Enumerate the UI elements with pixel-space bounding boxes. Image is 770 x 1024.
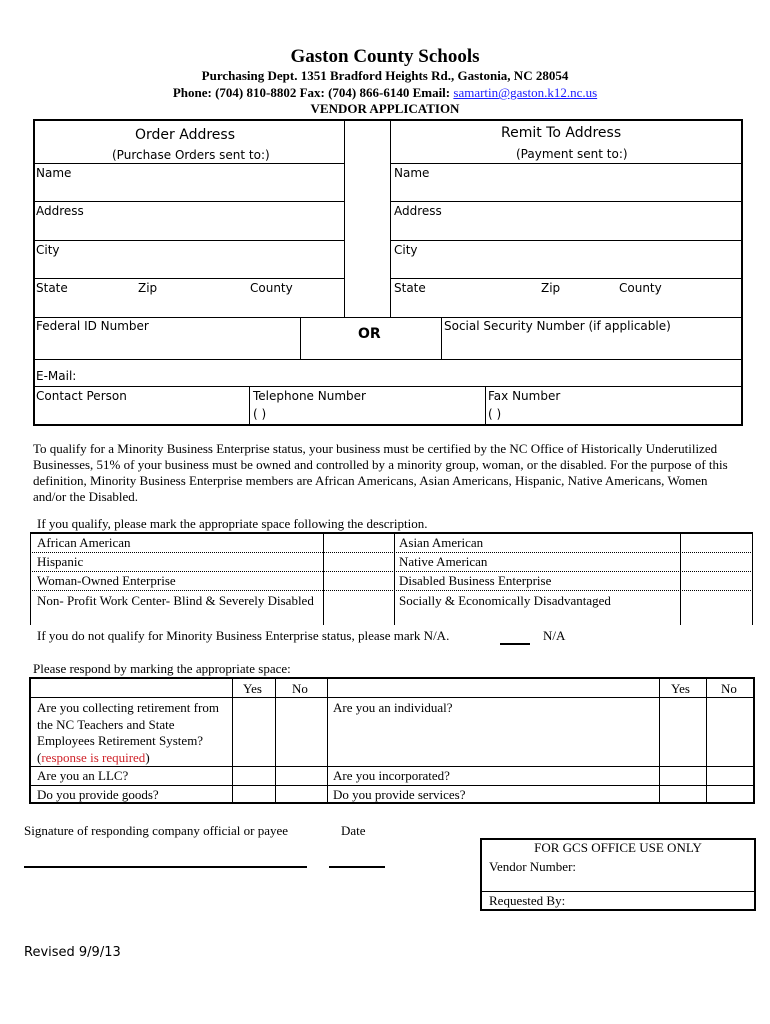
email-link[interactable]: samartin@gaston.k12.nc.us: [453, 85, 598, 100]
remit-city-field[interactable]: City: [394, 243, 418, 257]
contact-line: [0, 85, 770, 101]
individual-yes-cell[interactable]: [661, 699, 705, 765]
order-city-field[interactable]: City: [36, 243, 60, 257]
address-outer-border: [33, 119, 743, 426]
order-state-field[interactable]: State: [36, 281, 68, 295]
retirement-yes-cell[interactable]: [234, 699, 274, 765]
contact-prefix: Phone: (704) 810-8802 Fax: (704) 866-6140 Email:: [172, 85, 454, 100]
mbe-option-hispanic: Hispanic: [37, 554, 84, 569]
ssn-field[interactable]: Social Security Number (if applicable): [444, 319, 671, 333]
yes-header-right: Yes: [671, 681, 690, 696]
goods-no-cell[interactable]: [277, 786, 326, 803]
or-label: OR: [358, 326, 381, 342]
question-incorporated: Are you incorporated?: [333, 768, 450, 783]
remit-county-field[interactable]: County: [619, 281, 662, 295]
incorporated-no-cell[interactable]: [708, 767, 753, 784]
contact-person-field[interactable]: Contact Person: [36, 389, 127, 403]
page-title: Gaston County Schools: [290, 46, 480, 67]
mbe-mark-hispanic[interactable]: [325, 554, 393, 570]
na-mark-line[interactable]: [500, 643, 530, 645]
order-address-field[interactable]: Address: [36, 204, 84, 218]
question-retirement: Are you collecting retirement from the NC Teachers and State Employees Retirement System?(response is required): [37, 700, 219, 765]
mbe-mark-native-american[interactable]: [682, 554, 752, 570]
retirement-no-cell[interactable]: [277, 699, 326, 765]
services-no-cell[interactable]: [708, 786, 753, 803]
mbe-option-disabled-business: Disabled Business Enterprise: [399, 573, 552, 588]
mbe-instruction: If you qualify, please mark the appropriate space following the description.: [37, 516, 428, 531]
office-use-title: FOR GCS OFFICE USE ONLY: [534, 840, 702, 855]
mbe-mark-nonprofit[interactable]: [325, 592, 393, 624]
mbe-option-nonprofit: Non- Profit Work Center- Blind & Severely Disabled: [37, 593, 314, 608]
order-address-subtitle: (Purchase Orders sent to:): [112, 148, 270, 162]
telephone-format: ( ): [253, 407, 267, 421]
requested-by-field[interactable]: Requested By:: [489, 893, 566, 908]
revised-date: Revised 9/9/13: [24, 945, 121, 960]
address-line: Purchasing Dept. 1351 Bradford Heights Rd., Gastonia, NC 28054: [201, 68, 569, 83]
services-yes-cell[interactable]: [661, 786, 705, 803]
date-label: Date: [341, 823, 366, 838]
no-header-right: No: [721, 681, 737, 696]
question-goods: Do you provide goods?: [37, 787, 159, 802]
mbe-mark-disabled-business[interactable]: [682, 573, 752, 589]
fax-field[interactable]: Fax Number: [488, 389, 561, 403]
na-label: N/A: [543, 628, 566, 643]
remit-address-field[interactable]: Address: [394, 204, 442, 218]
question-llc: Are you an LLC?: [37, 768, 129, 783]
remit-zip-field[interactable]: Zip: [541, 281, 561, 295]
incorporated-yes-cell[interactable]: [661, 767, 705, 784]
yes-header-left: Yes: [243, 681, 262, 696]
question-services: Do you provide services?: [333, 787, 466, 802]
mbe-mark-woman-owned[interactable]: [325, 573, 393, 589]
question-individual: Are you an individual?: [333, 700, 453, 715]
llc-yes-cell[interactable]: [234, 767, 274, 784]
mbe-option-asian-american: Asian American: [399, 535, 484, 550]
remit-name-field[interactable]: Name: [394, 166, 430, 180]
no-header-left: No: [292, 681, 308, 696]
mbe-description: To qualify for a Minority Business Enterprise status, your business must be certified by the NC Office of Historically Underutilized Businesses, 51% of your business must be owned and controlled by a minority group, woman, or the disabled. For the purpose of this definition, Minority Business Enterprise members are African Americans, Asian Americans, Hispanic, Native Americans, Women and/or the Disabled.: [33, 441, 728, 504]
order-county-field[interactable]: County: [250, 281, 293, 295]
signature-label: Signature of responding company official or payee: [24, 823, 289, 838]
questions-instruction: Please respond by marking the appropriate space:: [33, 661, 291, 676]
order-name-field[interactable]: Name: [36, 166, 72, 180]
required-note: response is required: [41, 749, 146, 765]
fax-format: ( ): [488, 407, 502, 421]
remit-address-subtitle: (Payment sent to:): [516, 147, 628, 161]
order-address-title: Order Address: [135, 127, 235, 143]
telephone-field[interactable]: Telephone Number: [253, 389, 366, 403]
individual-no-cell[interactable]: [708, 699, 753, 765]
mbe-option-woman-owned: Woman-Owned Enterprise: [37, 573, 176, 588]
llc-no-cell[interactable]: [277, 767, 326, 784]
remit-address-title: Remit To Address: [501, 125, 622, 141]
mbe-mark-socially-disadvantaged[interactable]: [682, 592, 752, 624]
form-subtitle: VENDOR APPLICATION: [310, 101, 460, 116]
remit-state-field[interactable]: State: [394, 281, 426, 295]
federal-id-field[interactable]: Federal ID Number: [36, 319, 149, 333]
order-zip-field[interactable]: Zip: [138, 281, 158, 295]
mbe-mark-african-american[interactable]: [325, 535, 393, 551]
signature-line[interactable]: [24, 866, 307, 868]
goods-yes-cell[interactable]: [234, 786, 274, 803]
mbe-option-socially-disadvantaged: Socially & Economically Disadvantaged: [399, 593, 611, 608]
email-field[interactable]: E-Mail:: [36, 369, 77, 383]
mbe-mark-asian-american[interactable]: [682, 535, 752, 551]
vendor-number-field[interactable]: Vendor Number:: [489, 859, 577, 874]
date-line[interactable]: [329, 866, 385, 868]
mbe-option-native-american: Native American: [399, 554, 488, 569]
mbe-option-african-american: African American: [37, 535, 131, 550]
na-instruction: If you do not qualify for Minority Business Enterprise status, please mark N/A.: [37, 628, 450, 643]
